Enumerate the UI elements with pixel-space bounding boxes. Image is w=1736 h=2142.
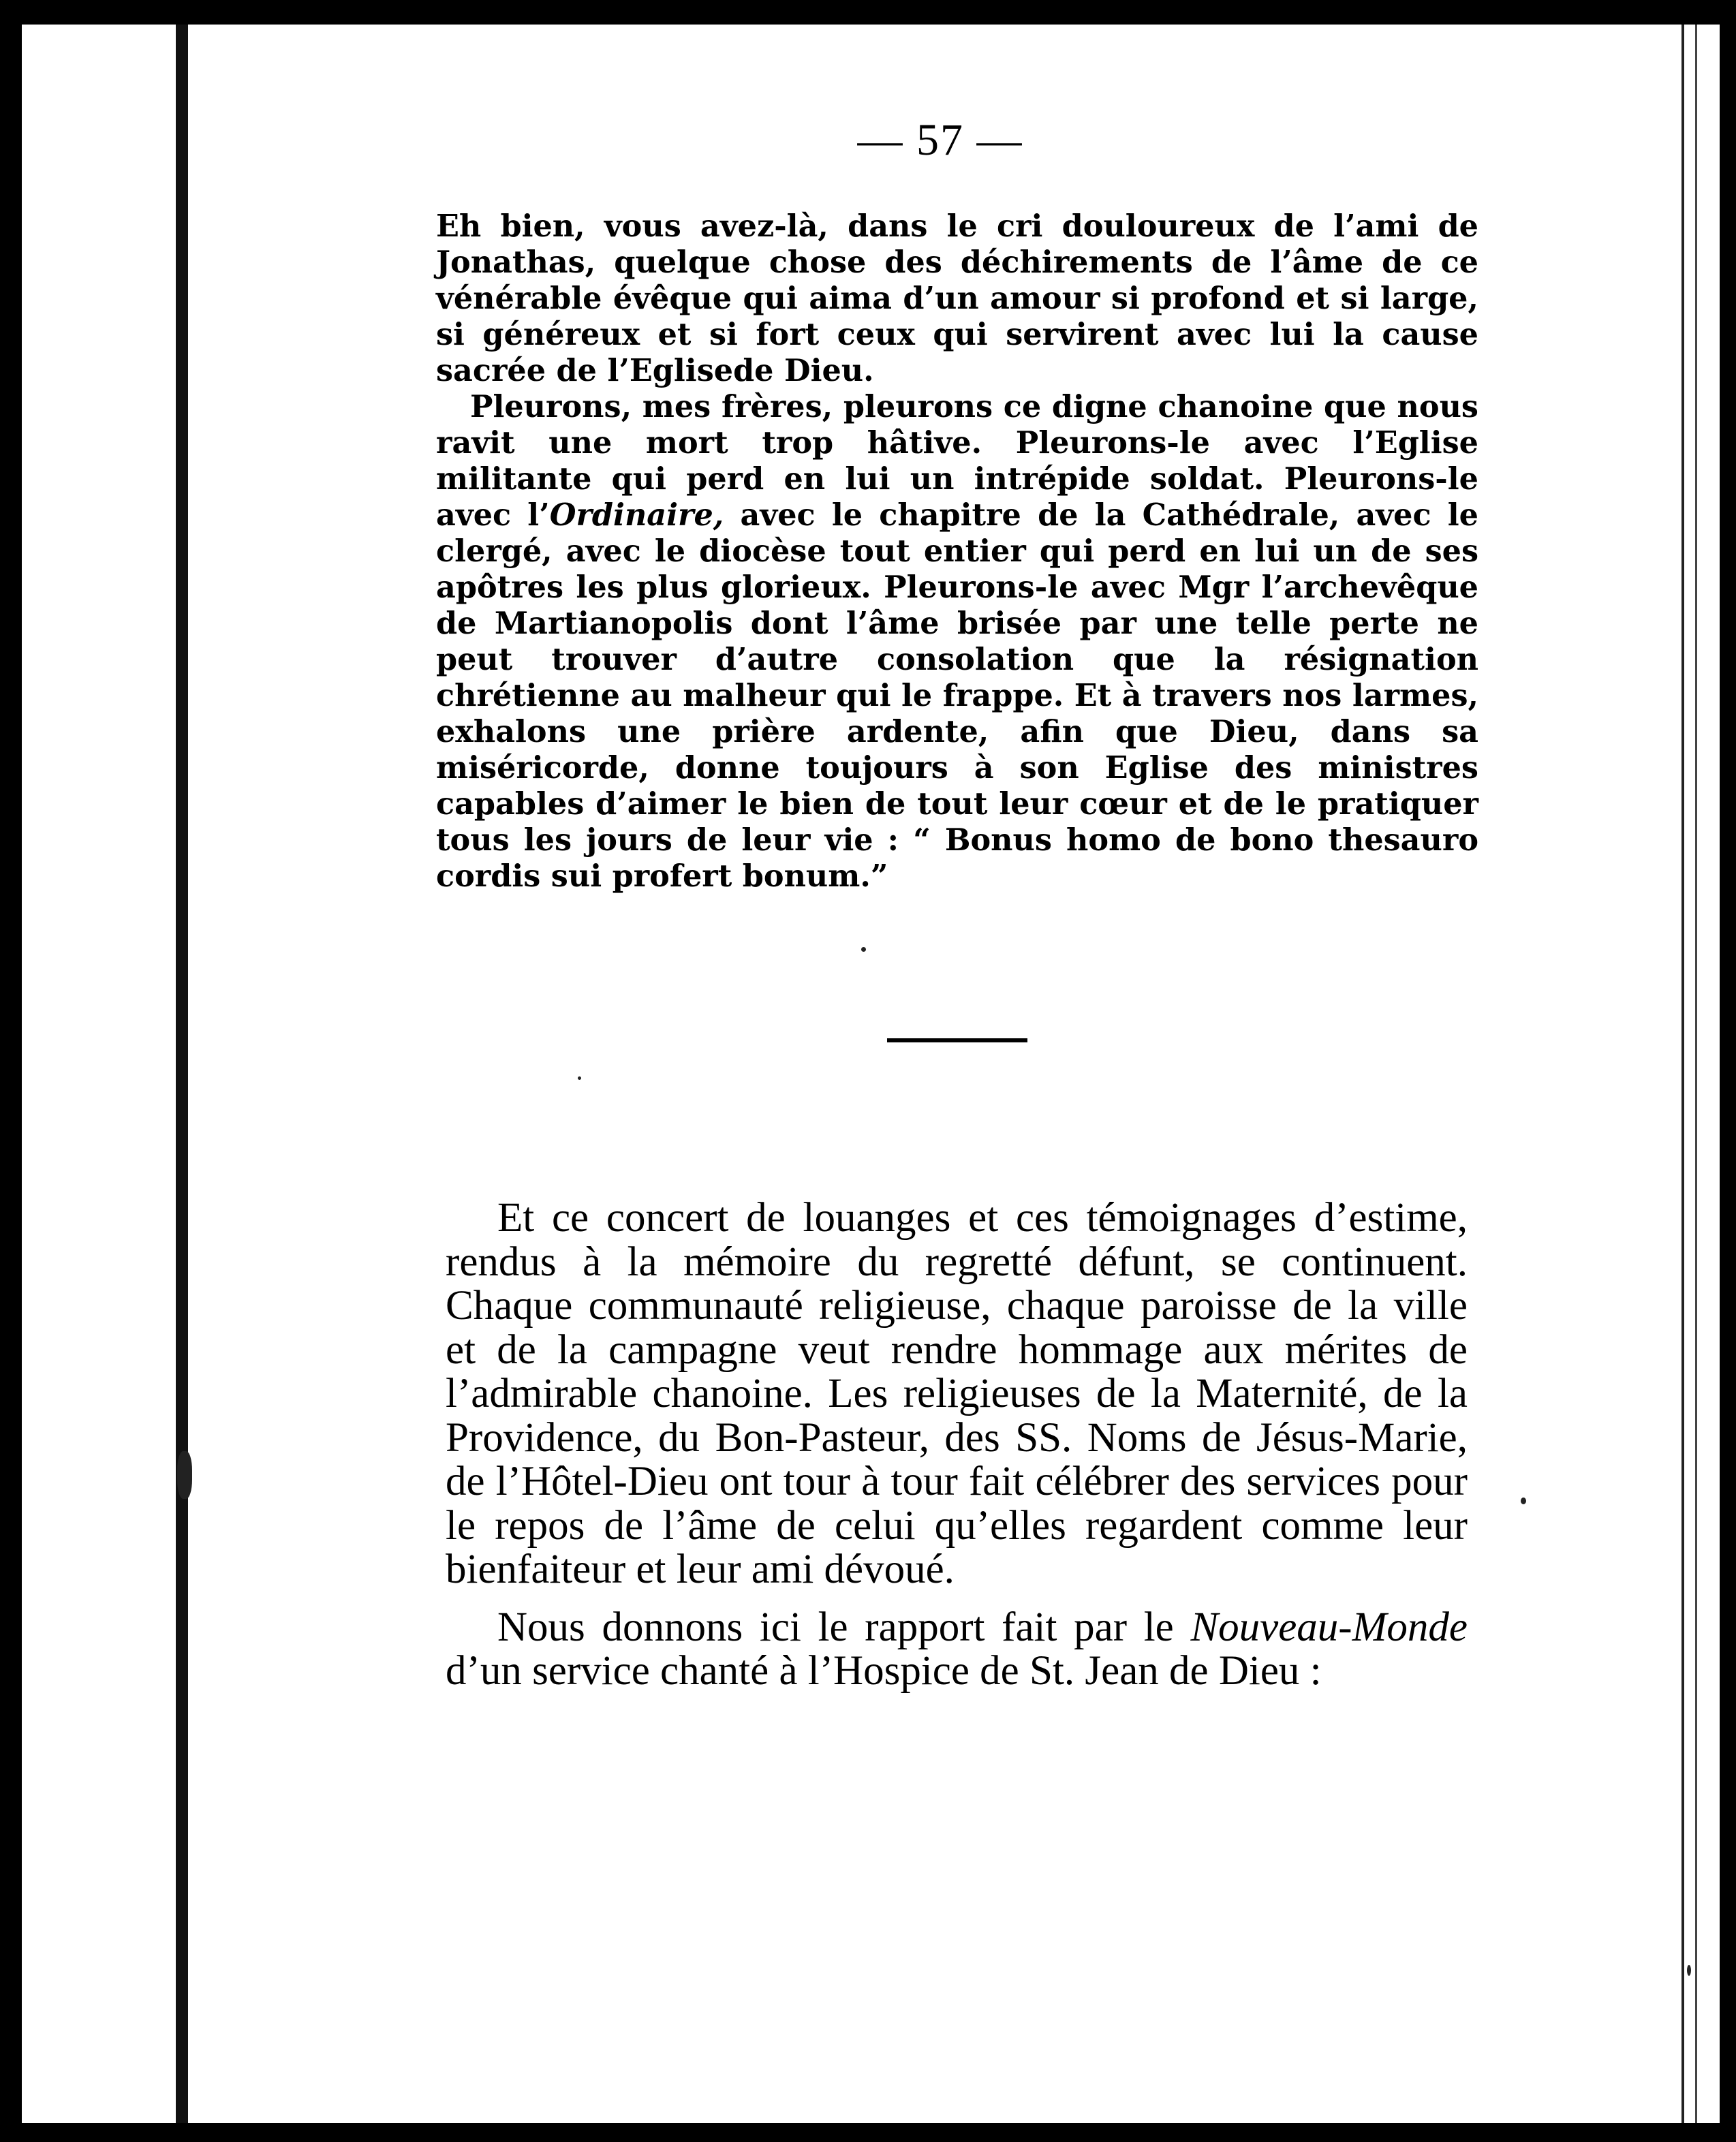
eulogy-paragraph-1: Eh bien, vous avez-là, dans le cri douloureux de l’ami de Jonathas, quelque chose des déchirements de l’âme de ce vénérable évêque qui aima d’un amour si profond et si large, si généreux et si fort ceux qui servirent avec lui la cause sacrée de l’Eglisede Dieu. bbox=[436, 208, 1478, 388]
narrative-paragraph-2: Nous donnons ici le rapport fait par le Nouveau-Monde d’un service chanté à l’Hospice de St. Jean de Dieu : bbox=[446, 1604, 1468, 1694]
narrative-text bbox=[446, 1196, 1468, 1694]
eulogy-paragraph-2: Pleurons, mes frères, pleurons ce digne chanoine que nous ravit une mort trop hâtive. Pleurons-le avec l’Eglise militante qui perd en lui un intrépide soldat. Pleurons-le avec l’Ordinaire, avec le chapitre de la Cathédrale, avec le clergé, avec le diocèse tout entier qui perd en lui un de ses apôtres les plus glorieux. Pleurons-le avec Mgr l’archevêque de Martianopolis dont l’âme brisée par une telle perte ne peut trouver d’autre consolation que la résignation chrétienne au malheur qui le frappe. Et à travers nos larmes, exhalons une prière ardente, afin que Dieu, dans sa miséricorde, donne toujours à son Eglise des ministres capables d’aimer le bien de tout leur cœur et de le pratiquer tous les jours de leur vie : “ Bonus homo de bono thesauro cordis sui profert bonum.” bbox=[436, 389, 1478, 894]
book-spine-edge bbox=[176, 25, 188, 2123]
scan-speck bbox=[861, 947, 866, 952]
scan-speck bbox=[1687, 1965, 1691, 1976]
scan-border-bottom bbox=[0, 2123, 1736, 2142]
page-edge-line bbox=[1681, 25, 1684, 2123]
scan-speck bbox=[578, 1076, 581, 1080]
section-divider bbox=[887, 1038, 1027, 1042]
page-edge-line-outer bbox=[1695, 25, 1697, 2123]
scan-speck bbox=[1521, 1497, 1526, 1504]
scan-border-top bbox=[0, 0, 1736, 25]
scan-border-left bbox=[0, 0, 22, 2142]
binding-mark bbox=[177, 1451, 192, 1499]
eulogy-excerpt bbox=[436, 208, 1478, 895]
scan-border-right bbox=[1720, 0, 1736, 2142]
narrative-paragraph-1: Et ce concert de louanges et ces témoignages d’estime, rendus à la mémoire du regretté défunt, se continuent. Chaque communauté religieuse, chaque paroisse de la ville et de la campagne veut rendre hommage aux mérites de l’admirable chanoine. Les religieuses de la Maternité, de la Providence, du Bon-Pasteur, des SS. Noms de Jésus-Marie, de l’Hôtel-Dieu ont tour à tour fait célébrer des services pour le repos de l’âme de celui qu’elles regardent comme leur bienfaiteur et leur ami dévoué. bbox=[446, 1195, 1468, 1592]
page-number: — 57 — bbox=[857, 115, 1023, 165]
